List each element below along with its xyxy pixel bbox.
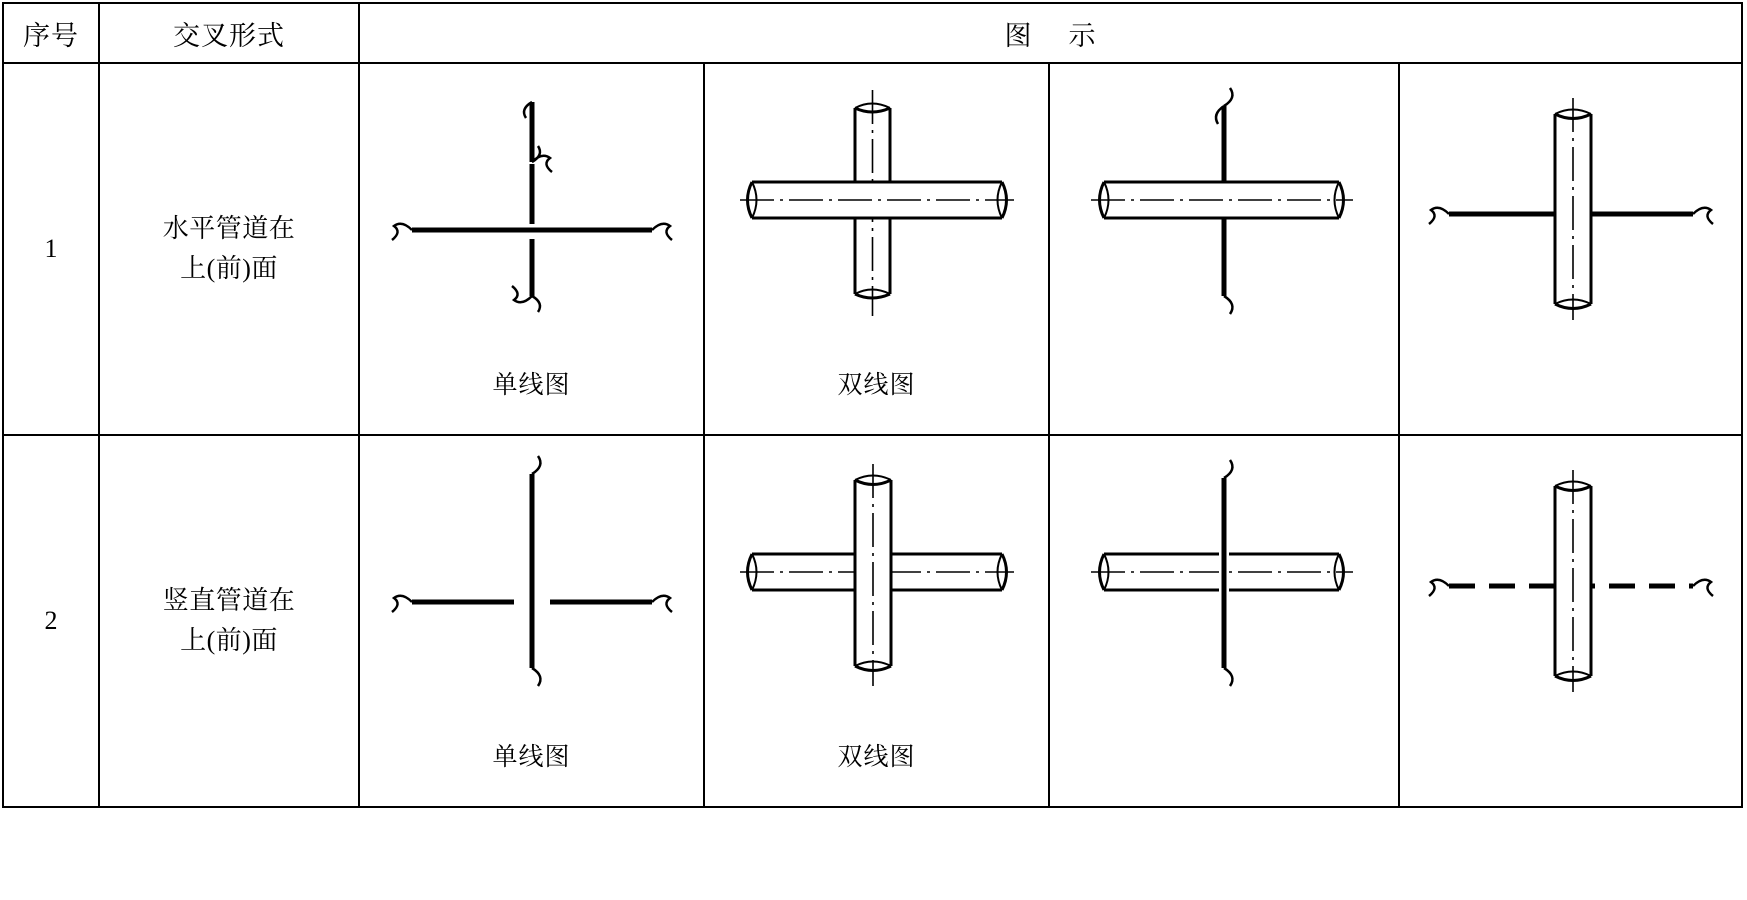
row-form-line1: 竖直管道在 (162, 585, 296, 615)
figure-cell-single-line (359, 63, 704, 435)
pipe-crossing-table (2, 2, 1743, 808)
header-seq: 序号 (3, 3, 99, 63)
figure-double-line-vertical-pipe-with-single-horizontal (1400, 64, 1741, 364)
figure-double-line-vertical-pipe-with-dashed-horizontal (1400, 436, 1741, 736)
figure-cell-fourth (1399, 63, 1742, 435)
header-form: 交叉形式 (99, 3, 359, 63)
figure-double-line-horizontal-pipe-broken-by-vertical (1050, 436, 1398, 736)
row-form (99, 63, 359, 435)
figure-double-line-horizontal-pipe-with-single-vertical (1050, 64, 1398, 364)
table-row (3, 435, 1742, 807)
row-seq: 2 (3, 435, 99, 807)
figure-cell-third (1049, 63, 1399, 435)
table-row (3, 63, 1742, 435)
header-figures-right: 示 (1068, 20, 1097, 51)
header-figures-left: 图 (1004, 20, 1033, 51)
figure-cell-third (1049, 435, 1399, 807)
figure-cell-fourth (1399, 435, 1742, 807)
row-form (99, 435, 359, 807)
figure-single-line-horizontal-over-vertical (360, 64, 703, 364)
row-seq: 1 (3, 63, 99, 435)
figure-caption: 单线图 (492, 372, 571, 399)
figure-caption: 双线图 (837, 744, 916, 771)
figure-caption: 单线图 (492, 744, 571, 771)
figure-single-line-vertical-over-horizontal (360, 436, 703, 736)
figure-double-line-horizontal-over-vertical (705, 64, 1048, 364)
figure-double-line-vertical-over-horizontal (705, 436, 1048, 736)
table-header-row (3, 3, 1742, 63)
figure-cell-double-line (704, 435, 1049, 807)
figure-cell-double-line (704, 63, 1049, 435)
figure-cell-single-line (359, 435, 704, 807)
row-form-line2: 上(前)面 (180, 254, 278, 283)
row-form-line1: 水平管道在 (162, 213, 296, 243)
row-form-line2: 上(前)面 (180, 626, 278, 655)
header-figures (359, 3, 1742, 63)
drawing-sheet (0, 2, 1747, 900)
figure-caption: 双线图 (837, 372, 916, 399)
